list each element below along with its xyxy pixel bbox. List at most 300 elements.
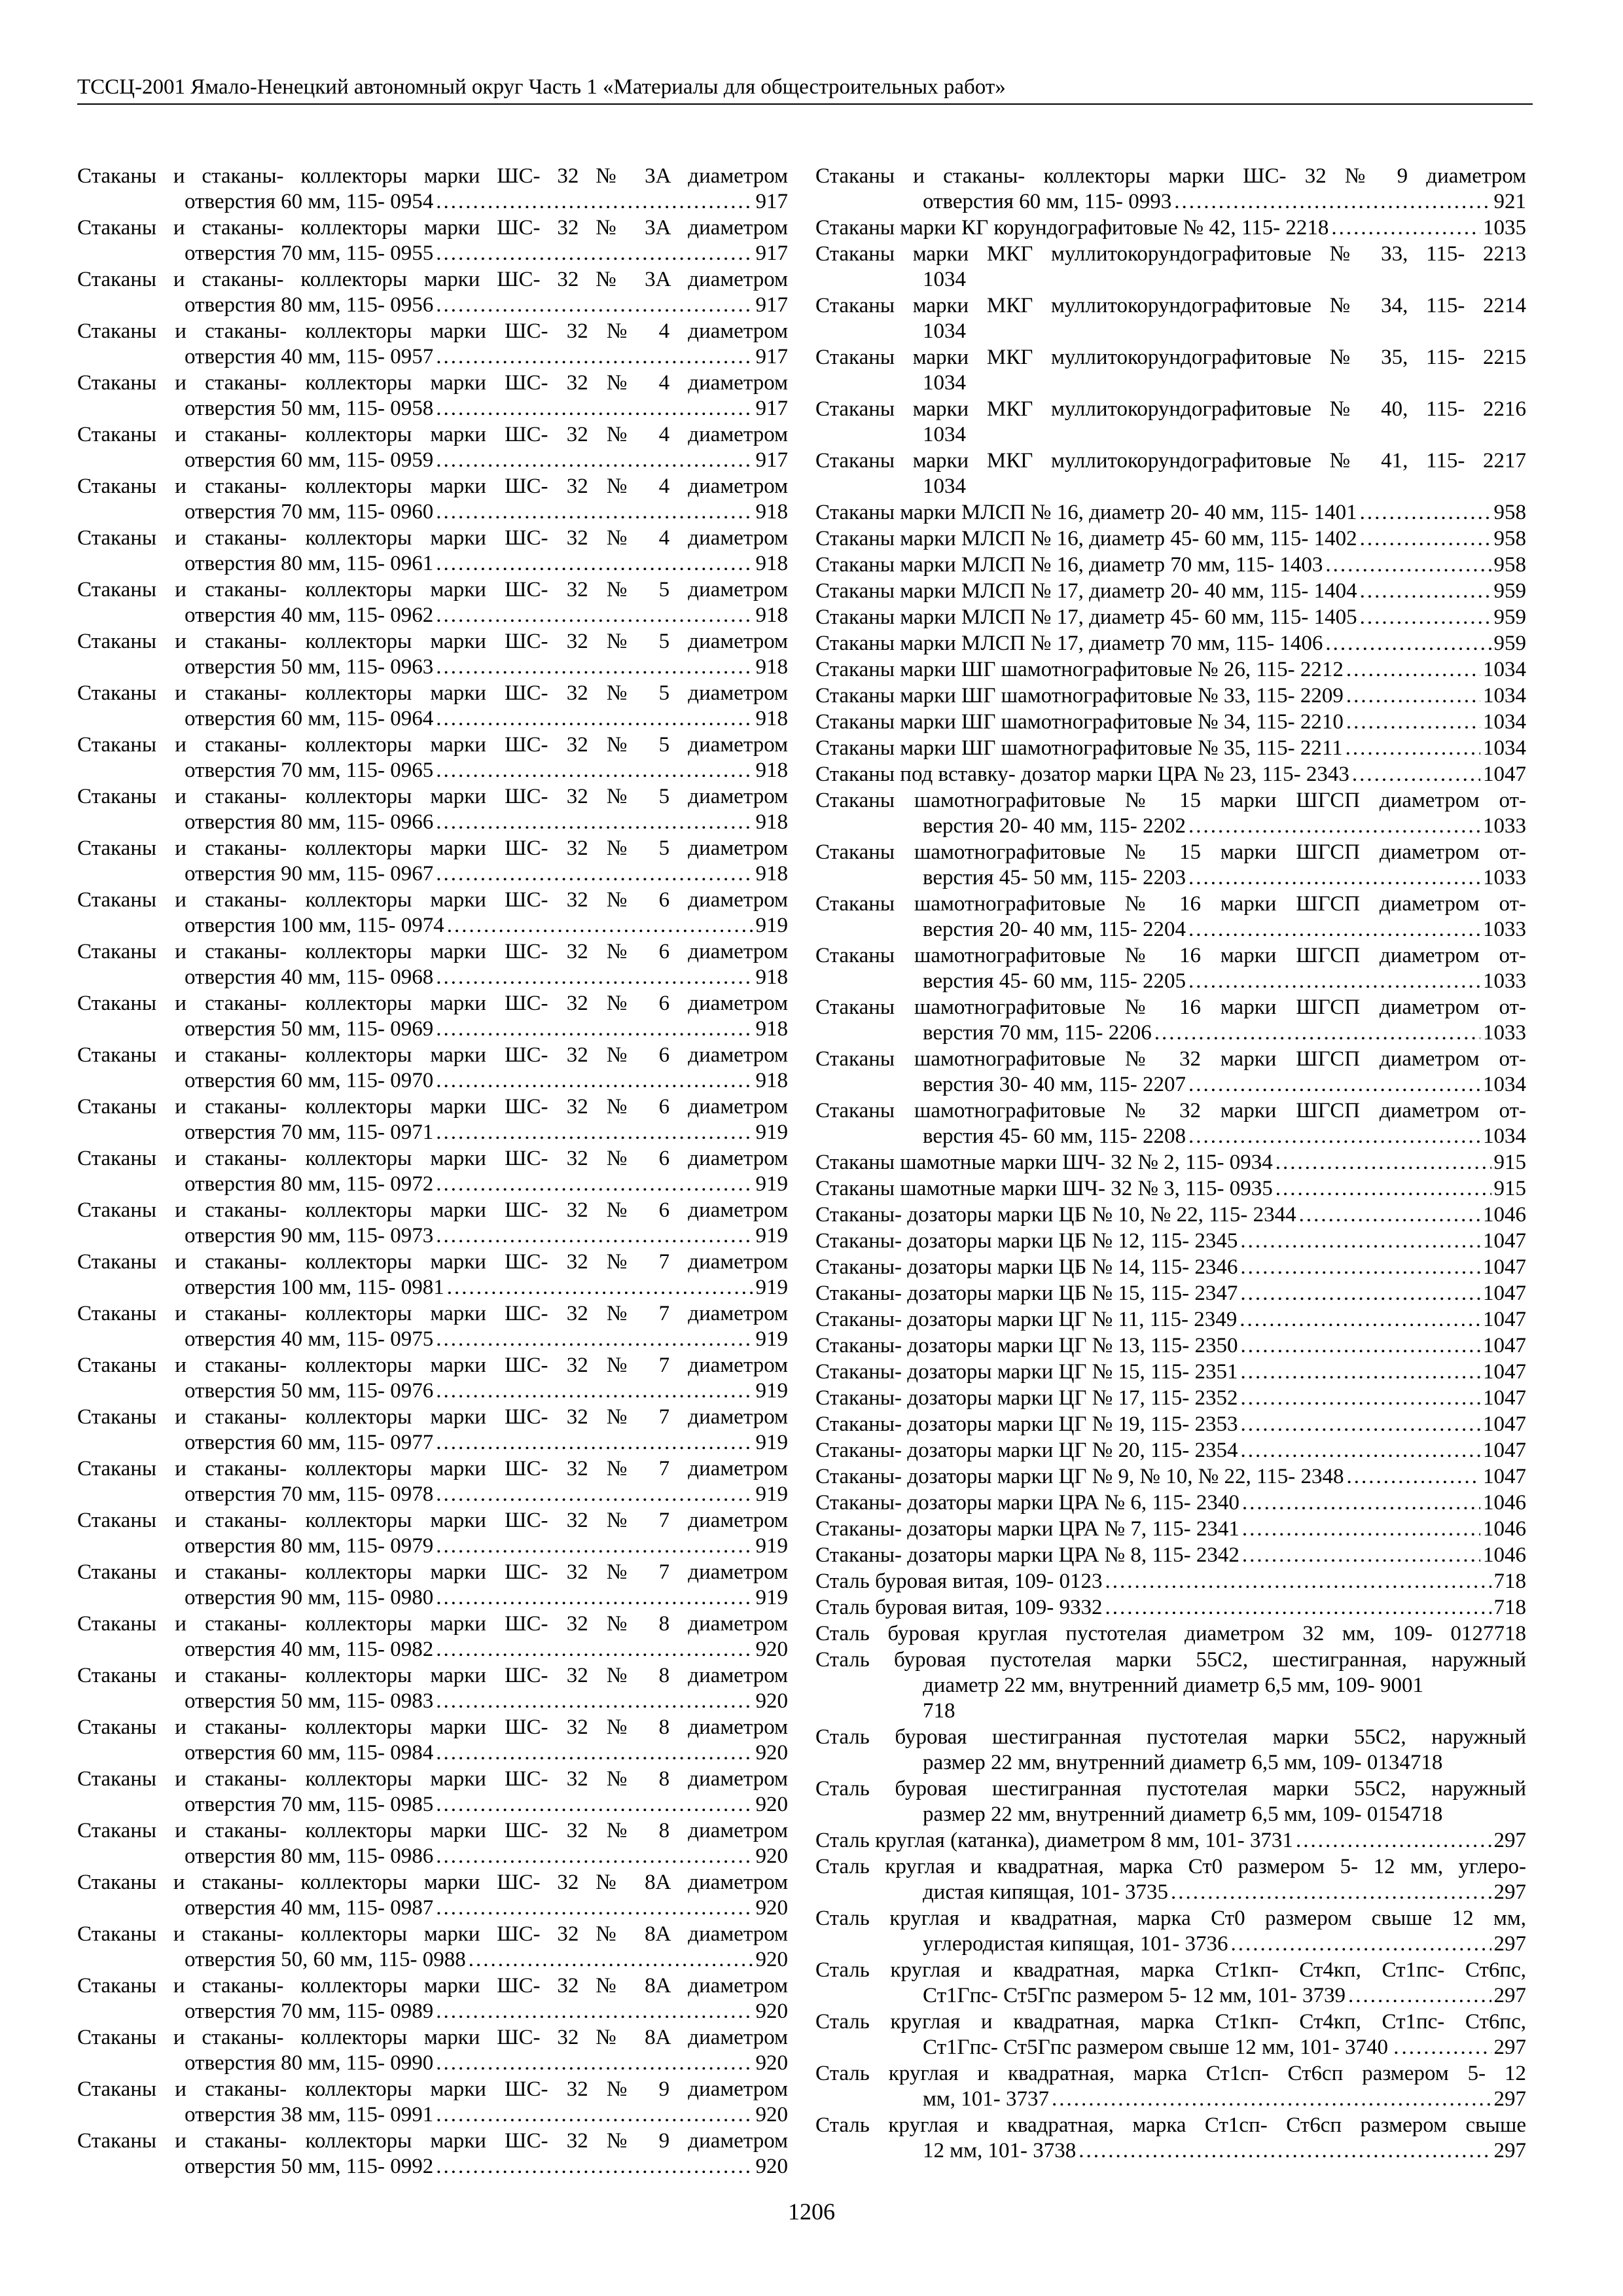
- index-entry: [815, 1386, 1526, 1411]
- index-entry: [815, 2061, 1526, 2112]
- entry-text: Стаканы и стаканы- коллекторы марки ШС- 32 № 6 диаметром: [77, 888, 788, 912]
- dot-leader: [1240, 1281, 1480, 1306]
- entry-text: Стаканы и стаканы- коллекторы марки ШС- 32 № 8 диаметром: [77, 1819, 788, 1842]
- index-entry: [815, 788, 1526, 839]
- entry-text: Стаканы- дозаторы марки ЦГ № 13, 115- 2350: [815, 1334, 1238, 1357]
- entry-text: Стаканы- дозаторы марки ЦГ № 19, 115- 2353: [815, 1412, 1238, 1436]
- index-entry: [815, 1150, 1526, 1175]
- entry-line: [815, 1307, 1526, 1333]
- entry-text: Стаканы- дозаторы марки ЦРА № 6, 115- 2340: [815, 1491, 1240, 1515]
- entry-text-continued: верстия 45- 60 мм, 115- 2205: [923, 969, 1186, 993]
- entry-text-continued: отверстия 40 мм, 115- 0957: [185, 345, 434, 368]
- entry-line: [815, 579, 1526, 604]
- page-ref: 917: [755, 293, 788, 317]
- index-entry: [815, 1098, 1526, 1149]
- entry-line: [77, 758, 788, 783]
- page-ref: 921: [1493, 190, 1526, 213]
- entry-text: Стаканы и стаканы- коллекторы марки ШС- 32 № 5 диаметром: [77, 578, 788, 601]
- index-entry: [77, 1353, 788, 1404]
- dot-leader: [436, 603, 753, 628]
- index-entry: [77, 1146, 788, 1197]
- entry-line: [815, 1176, 1526, 1202]
- dot-leader: [1174, 189, 1491, 215]
- page-ref: 917: [755, 190, 788, 213]
- entry-line: [77, 1068, 788, 1094]
- dot-leader: [1240, 1229, 1480, 1254]
- dot-leader: [1346, 709, 1480, 735]
- entry-line: [77, 1120, 788, 1145]
- page-ref: 919: [755, 1327, 788, 1351]
- entry-text: Стаканы и стаканы- коллекторы марки ШС- 32 № 5 диаметром: [77, 733, 788, 757]
- dot-leader: [1188, 917, 1480, 942]
- entry-text-continued: Ст1Гпс- Ст5Гпс размером 5- 12 мм, 101- 3739: [923, 1984, 1346, 2007]
- index-column-left: [77, 164, 788, 2180]
- entry-text: Стаканы и стаканы- коллекторы марки ШС- 32 № 7 диаметром: [77, 1250, 788, 1274]
- entry-text: Стаканы марки МЛСП № 17, диаметр 45- 60 мм, 115- 1405: [815, 605, 1357, 629]
- index-entry: [815, 840, 1526, 891]
- entry-text: Стаканы и стаканы- коллекторы марки ШС- 32 № 3А диаметром: [77, 216, 788, 240]
- index-entry: [77, 1715, 788, 1766]
- dot-leader: [1079, 2138, 1491, 2164]
- dot-leader: [436, 1637, 753, 1662]
- entry-line: [815, 865, 1526, 891]
- entry-text-continued: отверстия 60 мм, 115- 0984: [185, 1741, 434, 1765]
- page-ref: 297: [1493, 2139, 1526, 2162]
- entry-text: Стаканы шамотные марки ШЧ- 32 № 2, 115- 0934: [815, 1151, 1273, 1174]
- index-entry: [815, 1595, 1526, 1621]
- dot-leader: [436, 758, 753, 783]
- entry-text-continued: верстия 20- 40 мм, 115- 2202: [923, 814, 1186, 838]
- index-entry: [77, 732, 788, 783]
- entry-line: [815, 1516, 1526, 1542]
- index-entry: [815, 215, 1526, 241]
- dot-leader: [1331, 215, 1480, 241]
- entry-line: [815, 1072, 1526, 1098]
- page-ref: 915: [1493, 1151, 1526, 1174]
- dot-leader: [1346, 683, 1480, 709]
- page-ref: 920: [755, 1689, 788, 1713]
- dot-leader: [1275, 1150, 1491, 1175]
- dot-leader: [1231, 1931, 1491, 1957]
- dot-leader: [1352, 762, 1480, 787]
- entry-text-continued: верстия 70 мм, 115- 2206: [923, 1021, 1152, 1045]
- page-ref: 1033: [1483, 969, 1526, 993]
- page-ref: 918: [755, 810, 788, 834]
- dot-leader: [436, 1430, 753, 1456]
- page-ref: 917: [755, 397, 788, 420]
- entry-text-continued: отверстия 80 мм, 115- 0990: [185, 2051, 434, 2075]
- entry-line: [77, 1223, 788, 1249]
- entry-text-continued: отверстия 60 мм, 115- 0954: [185, 190, 434, 213]
- entry-line: [815, 1828, 1526, 1854]
- page-ref: 920: [755, 1896, 788, 1920]
- entry-text-continued: отверстия 40 мм, 115- 0968: [185, 965, 434, 989]
- dot-leader: [447, 913, 753, 939]
- entry-text: Стаканы и стаканы- коллекторы марки ШС- 32 № 4 диаметром: [77, 526, 788, 550]
- dot-leader: [436, 189, 753, 215]
- index-entry: [815, 1776, 1526, 1827]
- page-ref: 919: [755, 1121, 788, 1144]
- index-entry: [77, 1818, 788, 1869]
- entry-line: [77, 1378, 788, 1404]
- entry-text: Стаканы марки ШГ шамотнографитовые № 34, 115- 2210: [815, 710, 1344, 734]
- entry-text-continued: дистая кипящая, 101- 3735: [923, 1880, 1169, 1904]
- page-ref: 297: [1493, 1829, 1526, 1852]
- dot-leader: [1240, 1359, 1480, 1385]
- entry-text: Стаканы и стаканы- коллекторы марки ШС- 32 № 5 диаметром: [77, 836, 788, 860]
- entry-text-continued: 12 мм, 101- 3738: [923, 2139, 1077, 2162]
- entry-text: Стаканы и стаканы- коллекторы марки ШС- 32 № 4 диаметром: [77, 319, 788, 343]
- entry-line: [815, 683, 1526, 709]
- entry-text: Сталь круглая и квадратная, марка Ст1сп- Ст6сп размером 5- 12: [815, 2062, 1526, 2085]
- entry-line: [77, 1585, 788, 1611]
- entry-line: [815, 1333, 1526, 1359]
- index-entry: [815, 293, 1526, 344]
- page-ref: 915: [1493, 1177, 1526, 1200]
- entry-text-continued: отверстия 80 мм, 115- 0979: [185, 1534, 434, 1558]
- page-ref: 920: [755, 1844, 788, 1868]
- dot-leader: [1401, 2035, 1491, 2060]
- page-ref: 918: [755, 759, 788, 782]
- entry-line: [77, 448, 788, 473]
- index-entry: [815, 1569, 1526, 1594]
- entry-text-continued: отверстия 60 мм, 115- 0970: [185, 1069, 434, 1092]
- entry-line: [77, 655, 788, 680]
- entry-line: [77, 2051, 788, 2076]
- page-ref: 297: [1493, 1932, 1526, 1956]
- entry-line: [77, 1792, 788, 1818]
- dot-leader: [1052, 2087, 1491, 2112]
- page-ref: 918: [755, 500, 788, 524]
- entry-line: [77, 1895, 788, 1921]
- dot-leader: [436, 2154, 753, 2179]
- page-ref: 958: [1493, 553, 1526, 577]
- page-ref: 919: [755, 1482, 788, 1506]
- index-entry: [815, 762, 1526, 787]
- entry-line: [815, 189, 1526, 215]
- entry-line: [815, 605, 1526, 630]
- page-ref: 297: [1493, 2036, 1526, 2059]
- entry-line: [77, 810, 788, 835]
- entry-text: Сталь буровая витая, 109- 0123: [815, 1570, 1103, 1593]
- entry-text-continued: отверстия 70 мм, 115- 0989: [185, 2000, 434, 2023]
- entry-line: [77, 499, 788, 525]
- dot-leader: [436, 448, 753, 473]
- page-ref: 920: [755, 1741, 788, 1765]
- dot-leader: [436, 1327, 753, 1352]
- entry-text: Стаканы и стаканы- коллекторы марки ШС- 32 № 8А диаметром: [77, 1922, 788, 1946]
- entry-line: [77, 189, 788, 215]
- page-ref: 1035: [1483, 216, 1526, 240]
- index-entry: [815, 1725, 1526, 1776]
- entry-text: Стаканы марки МЛСП № 16, диаметр 45- 60 мм, 115- 1402: [815, 527, 1357, 550]
- page-ref: 918: [755, 603, 788, 627]
- index-entry: [815, 995, 1526, 1046]
- entry-line: [815, 1020, 1526, 1046]
- entry-line: [815, 1412, 1526, 1437]
- index-entry: [77, 836, 788, 887]
- index-entry: [815, 1307, 1526, 1333]
- entry-text-continued: отверстия 50 мм, 115- 0969: [185, 1017, 434, 1041]
- page-ref: 1046: [1483, 1491, 1526, 1515]
- dot-leader: [436, 1895, 753, 1921]
- index-entry: [815, 1543, 1526, 1568]
- page-ref: 1034: [923, 319, 966, 343]
- page-ref: 1047: [1483, 1360, 1526, 1384]
- entry-line: [815, 1543, 1526, 1568]
- dot-leader: [436, 861, 753, 887]
- entry-text: Стаканы шамотнографитовые № 15 марки ШГСП диаметром от-: [815, 789, 1526, 812]
- entry-line: [77, 1482, 788, 1507]
- entry-text-continued: отверстия 50 мм, 115- 0958: [185, 397, 434, 420]
- entry-text-continued: отверстия 60 мм, 115- 0993: [923, 190, 1172, 213]
- page-ref: 920: [755, 2155, 788, 2178]
- entry-text: Стаканы и стаканы- коллекторы марки ШС- 32 № 8А диаметром: [77, 1974, 788, 1998]
- index-entry: [815, 657, 1526, 683]
- page-ref: 718: [1493, 1596, 1526, 1619]
- page-ref: 919: [755, 1431, 788, 1454]
- index-entry: [815, 1516, 1526, 1542]
- entry-line: [815, 552, 1526, 578]
- entry-text: Стаканы и стаканы- коллекторы марки ШС- 32 № 4 диаметром: [77, 475, 788, 498]
- entry-text: Стаканы шамотнографитовые № 16 марки ШГСП диаметром от-: [815, 944, 1526, 967]
- index-entry: [815, 1047, 1526, 1098]
- entry-text: Стаканы марки МКГ муллитокорундографитовые № 41, 115- 2217: [815, 449, 1526, 473]
- index-entry: [815, 2113, 1526, 2164]
- entry-line: [77, 241, 788, 266]
- entry-line: [815, 917, 1526, 942]
- index-entry: [815, 552, 1526, 578]
- page-ref: 1047: [1483, 1334, 1526, 1357]
- entry-text: Стаканы и стаканы- коллекторы марки ШС- 32 № 8 диаметром: [77, 1664, 788, 1687]
- entry-text-continued: отверстия 90 мм, 115- 0967: [185, 862, 434, 886]
- entry-text-continued: отверстия 50 мм, 115- 0992: [185, 2155, 434, 2178]
- entry-text: Стаканы и стаканы- коллекторы марки ШС- 32 № 5 диаметром: [77, 630, 788, 653]
- index-entry: [77, 215, 788, 266]
- page-ref: 1034: [923, 423, 966, 446]
- entry-line: [815, 2035, 1526, 2060]
- dot-leader: [1360, 500, 1491, 526]
- index-entry: [77, 1405, 788, 1456]
- dot-leader: [436, 1534, 753, 1559]
- entry-text: Сталь буровая шестигранная пустотелая марки 55С2, наружный: [815, 1725, 1526, 1749]
- entry-line: [77, 861, 788, 887]
- entry-text: Стаканы шамотнографитовые № 15 марки ШГСП диаметром от-: [815, 840, 1526, 864]
- entry-text: Стаканы и стаканы- коллекторы марки ШС- 32 № 5 диаметром: [77, 785, 788, 808]
- index-entry: [77, 164, 788, 215]
- entry-text: Стаканы и стаканы- коллекторы марки ШС- 32 № 6 диаметром: [77, 1147, 788, 1170]
- entry-text: Стаканы марки МКГ муллитокорундографитовые № 35, 115- 2215: [815, 346, 1526, 369]
- entry-line: [77, 551, 788, 577]
- page-ref: 1047: [1483, 1439, 1526, 1462]
- dot-leader: [1240, 1412, 1480, 1437]
- index-entry: [815, 943, 1526, 994]
- index-entry: [815, 500, 1526, 526]
- entry-line: [77, 1016, 788, 1042]
- dot-leader: [1325, 631, 1491, 656]
- index-entry: [77, 1663, 788, 1714]
- entry-line: [815, 500, 1526, 526]
- index-entry: [815, 526, 1526, 552]
- page-ref: 1034: [923, 371, 966, 395]
- entry-text-continued: верстия 30- 40 мм, 115- 2207: [923, 1073, 1186, 1096]
- entry-text: Сталь круглая и квадратная, марка Ст1сп- Ст6сп размером свыше: [815, 2113, 1526, 2137]
- page-ref: 1034: [923, 475, 966, 498]
- dot-leader: [436, 1016, 753, 1042]
- page-ref: 718: [923, 1699, 955, 1723]
- dot-leader: [436, 1223, 753, 1249]
- dot-leader: [1360, 605, 1491, 630]
- page-ref: 958: [1493, 501, 1526, 524]
- page-ref: 918: [755, 1069, 788, 1092]
- entry-text-continued: отверстия 100 мм, 115- 0974: [185, 914, 444, 937]
- dot-leader: [1240, 1438, 1480, 1463]
- index-entry: [77, 319, 788, 370]
- index-entry: [77, 2025, 788, 2076]
- entry-text-continued: отверстия 40 мм, 115- 0987: [185, 1896, 434, 1920]
- index-entry: [77, 1249, 788, 1300]
- entry-text-continued: верстия 45- 60 мм, 115- 2208: [923, 1124, 1186, 1148]
- entry-text: Стаканы- дозаторы марки ЦГ № 20, 115- 2354: [815, 1439, 1238, 1462]
- dot-leader: [1188, 1072, 1480, 1098]
- entry-text-continued: отверстия 80 мм, 115- 0966: [185, 810, 434, 834]
- entry-text: Сталь круглая и квадратная, марка Ст0 размером свыше 12 мм,: [815, 1907, 1526, 1930]
- page-ref: 297: [1493, 1880, 1526, 1904]
- dot-leader: [436, 655, 753, 680]
- entry-text: Стаканы марки МЛСП № 16, диаметр 70 мм, 115- 1403: [815, 553, 1323, 577]
- entry-text-continued: размер 22 мм, внутренний диаметр 6,5 мм, 109- 0154718: [923, 1803, 1443, 1826]
- dot-leader: [1242, 1543, 1480, 1568]
- page-ref: 1047: [1483, 1412, 1526, 1436]
- entry-line: [77, 1327, 788, 1352]
- dot-leader: [1242, 1490, 1480, 1516]
- page-ref: 718: [1493, 1570, 1526, 1593]
- entry-line: [77, 2102, 788, 2128]
- page-ref: 1047: [1483, 1386, 1526, 1410]
- entry-text: Стаканы и стаканы- коллекторы марки ШС- 32 № 8 диаметром: [77, 1715, 788, 1739]
- dot-leader: [1360, 526, 1491, 552]
- index-entry: [815, 242, 1526, 293]
- page-ref: 959: [1493, 632, 1526, 655]
- entry-text: Стаканы марки МКГ муллитокорундографитовые № 40, 115- 2216: [815, 397, 1526, 421]
- entry-text: Сталь круглая и квадратная, марка Ст1кп- Ст4кп, Ст1пс- Ст6пс,: [815, 1958, 1526, 1982]
- entry-line: [77, 1947, 788, 1973]
- dot-leader: [1240, 1386, 1480, 1411]
- index-entry: [815, 1176, 1526, 1202]
- entry-text: Сталь буровая шестигранная пустотелая марки 55С2, наружный: [815, 1777, 1526, 1801]
- entry-text: Стаканы шамотные марки ШЧ- 32 № 3, 115- 0935: [815, 1177, 1273, 1200]
- entry-text: Стаканы и стаканы- коллекторы марки ШС- 32 № 9 диаметром: [77, 2077, 788, 2101]
- index-entry: [815, 397, 1526, 448]
- dot-leader: [436, 706, 753, 732]
- index-entry: [77, 1870, 788, 1921]
- entry-text-continued: отверстия 50 мм, 115- 0983: [185, 1689, 434, 1713]
- index-entry: [815, 1359, 1526, 1385]
- entry-line: [77, 1275, 788, 1300]
- entry-text: Стаканы и стаканы- коллекторы марки ШС- 32 № 6 диаметром: [77, 940, 788, 963]
- page-ref: 920: [755, 2051, 788, 2075]
- entry-line: [77, 913, 788, 939]
- page-ref: 919: [755, 1276, 788, 1299]
- entry-text: Сталь круглая (катанка), диаметром 8 мм, 101- 3731: [815, 1829, 1293, 1852]
- page-ref: 917: [755, 242, 788, 265]
- page-ref: 1034: [1483, 658, 1526, 681]
- page-ref: 919: [755, 914, 788, 937]
- page-ref: 918: [755, 1017, 788, 1041]
- page-ref: 917: [755, 345, 788, 368]
- entry-text: Сталь буровая витая, 109- 9332: [815, 1596, 1103, 1619]
- entry-line: [815, 1464, 1526, 1490]
- index-entry: [77, 888, 788, 939]
- index-entry: [77, 1043, 788, 1094]
- entry-line: [815, 1202, 1526, 1228]
- entry-text-continued: отверстия 38 мм, 115- 0991: [185, 2103, 434, 2126]
- index-entry: [77, 2077, 788, 2128]
- index-entry: [77, 1508, 788, 1559]
- index-entry: [77, 370, 788, 422]
- page-ref: 918: [755, 655, 788, 679]
- dot-leader: [436, 1740, 753, 1766]
- entry-text: Стаканы- дозаторы марки ЦБ № 14, 115- 2346: [815, 1255, 1238, 1279]
- entry-text: Стаканы и стаканы- коллекторы марки ШС- 32 № 7 диаметром: [77, 1560, 788, 1584]
- page-ref: 919: [755, 1224, 788, 1247]
- page-ref: 918: [755, 965, 788, 989]
- entry-text: Стаканы и стаканы- коллекторы марки ШС- 32 № 3А диаметром: [77, 164, 788, 188]
- entry-text: Стаканы марки МКГ муллитокорундографитовые № 33, 115- 2213: [815, 242, 1526, 266]
- dot-leader: [1240, 1307, 1480, 1333]
- entry-line: [77, 293, 788, 318]
- index-entry: [815, 736, 1526, 761]
- index-entry: [815, 1255, 1526, 1280]
- index-entry: [815, 579, 1526, 604]
- index-entry: [77, 1560, 788, 1611]
- page-ref: 918: [755, 707, 788, 730]
- entry-text: Стаканы марки ШГ шамотнографитовые № 33, 115- 2209: [815, 684, 1344, 708]
- dot-leader: [436, 551, 753, 577]
- page-ref: 1046: [1483, 1543, 1526, 1567]
- page-ref: 1033: [1483, 1021, 1526, 1045]
- entry-text: Стаканы- дозаторы марки ЦГ № 17, 115- 2352: [815, 1386, 1238, 1410]
- entry-line: [815, 2138, 1526, 2164]
- index-entry: [815, 1621, 1526, 1647]
- index-entry: [815, 1490, 1526, 1516]
- entry-line: [815, 762, 1526, 787]
- page-ref: 1047: [1483, 1255, 1526, 1279]
- dot-leader: [436, 1378, 753, 1404]
- entry-text: Стаканы и стаканы- коллекторы марки ШС- 32 № 6 диаметром: [77, 992, 788, 1015]
- index-entry: [815, 1854, 1526, 1905]
- index-entry: [815, 1647, 1526, 1724]
- entry-line: [77, 1637, 788, 1662]
- dot-leader: [1154, 1020, 1480, 1046]
- entry-line: [815, 1124, 1526, 1149]
- entry-text: Стаканы и стаканы- коллекторы марки ШС- 32 № 4 диаметром: [77, 371, 788, 395]
- index-column-right: [815, 164, 1526, 2164]
- index-entry: [77, 1973, 788, 2024]
- index-entry: [77, 2128, 788, 2179]
- index-entry: [77, 1094, 788, 1145]
- dot-leader: [1171, 1880, 1491, 1905]
- dot-leader: [1346, 1464, 1480, 1490]
- dot-leader: [436, 2102, 753, 2128]
- index-entry: [77, 1767, 788, 1818]
- entry-line: [77, 396, 788, 422]
- dot-leader: [436, 293, 753, 318]
- entry-line: [815, 1229, 1526, 1254]
- index-entry: [815, 631, 1526, 656]
- entry-line: [77, 1844, 788, 1869]
- entry-text: Стаканы- дозаторы марки ЦРА № 8, 115- 2342: [815, 1543, 1240, 1567]
